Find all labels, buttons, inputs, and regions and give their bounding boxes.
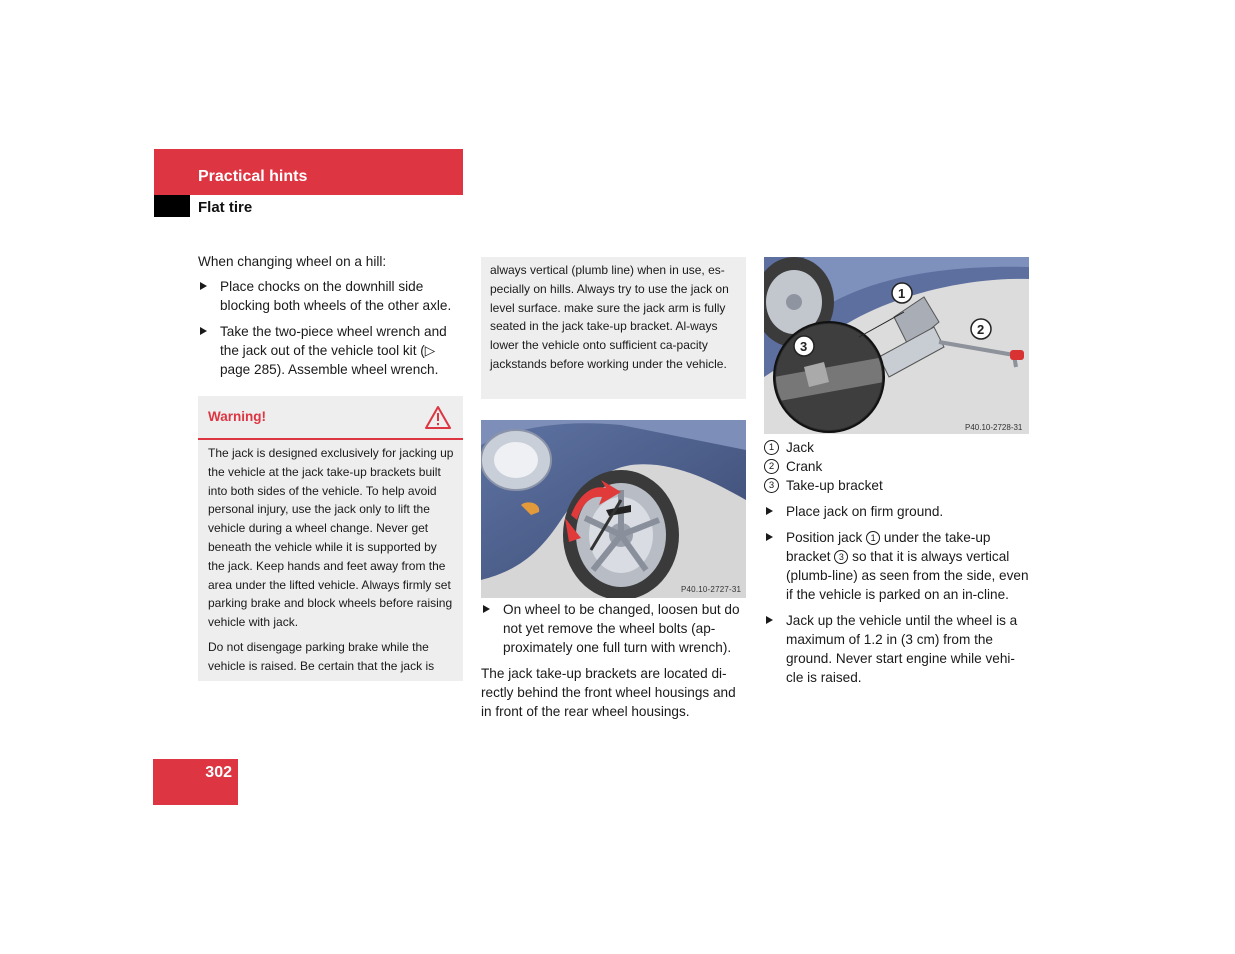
warning-text <box>208 444 456 682</box>
column-1 <box>198 252 466 386</box>
bullet-arrow-icon <box>766 616 773 624</box>
text-fragment: under the take-up bracket <box>786 530 991 564</box>
inline-number: 1 <box>866 531 880 545</box>
list-item <box>764 611 1032 687</box>
list-item-text <box>786 530 1029 602</box>
jack-illustration <box>764 257 1029 434</box>
legend-label: Jack <box>786 440 814 455</box>
bullet-arrow-icon <box>200 282 207 290</box>
list-item <box>764 528 1032 604</box>
column-3-text <box>764 502 1032 694</box>
legend-item <box>764 438 1034 457</box>
callout-2-label: 2 <box>977 322 985 337</box>
legend <box>764 438 1034 495</box>
warning-triangle-icon <box>425 405 451 429</box>
legend-number: 3 <box>764 478 779 493</box>
list-item <box>198 277 466 315</box>
list-item <box>764 502 1032 521</box>
warning-paragraph: The jack is designed exclusively for jacking up the vehicle at the jack take-up brackets built into both sides of the vehicle. To help avoid personal injury, use the jack only to lift the vehicle during a wheel change. Never get beneath the vehicle while it is supported by the jack. Keep hands and feet away from the area under the lifted vehicle. Always firmly set parking brake and block wheels before raising vehicle with jack. <box>208 446 454 630</box>
legend-number: 1 <box>764 440 779 455</box>
image-code: P40.10-2728-31 <box>965 423 1023 432</box>
callout-3-label: 3 <box>800 339 808 354</box>
legend-number: 2 <box>764 459 779 474</box>
subsection-marker <box>154 195 190 217</box>
list-item-text: Jack up the vehicle until the wheel is a maximum of 1.2 in (3 cm) from the ground. Never start engine while vehi-cle is raised. <box>786 613 1018 685</box>
bullet-arrow-icon <box>200 327 207 335</box>
list-item-text: Place chocks on the downhill side blocking both wheels of the other axle. <box>220 279 452 313</box>
bullet-arrow-icon <box>483 605 490 613</box>
warning-label: Warning! <box>208 409 266 424</box>
bullet-arrow-icon <box>766 533 773 541</box>
warning-continued-box <box>481 257 746 399</box>
subsection-title: Flat tire <box>198 199 253 216</box>
warning-paragraph: Do not disengage parking brake while the vehicle is raised. Be certain that the jack is <box>208 639 435 673</box>
warning-continued-text: always vertical (plumb line) when in use, es-pecially on hills. Always try to use the jack on level surface. make sure the jack arm is fully seated in the jack take-up bracket. Al-ways lower the vehicle onto sufficient ca-pacity jackstands before working under the vehicle. <box>490 263 729 371</box>
section-title: Practical hints <box>198 168 308 185</box>
column-2-text <box>481 600 749 721</box>
text-fragment: Position jack <box>786 530 863 545</box>
list-item <box>481 600 749 657</box>
list-item-text: On wheel to be changed, loosen but do not yet remove the wheel bolts (ap-proximately one full turn with wrench). <box>503 602 740 655</box>
page-number-box <box>153 759 238 805</box>
legend-label: Crank <box>786 459 823 474</box>
list-item-text: Take the two-piece wheel wrench and the jack out of the vehicle tool kit (▷ page 285). Assemble wheel wrench. <box>220 324 447 377</box>
warning-header <box>198 396 463 440</box>
page-number: 302 <box>205 764 232 781</box>
inline-number: 3 <box>834 550 848 564</box>
list-item <box>198 322 466 379</box>
paragraph: The jack take-up brackets are located di-rectly behind the front wheel housings and in front of the rear wheel housings. <box>481 666 736 719</box>
text-fragment: so that it is always vertical (plumb-line) as seen from the side, even if the vehicle is parked on an in-cline. <box>786 549 1029 602</box>
bullet-arrow-icon <box>766 507 773 515</box>
image-code: P40.10-2727-31 <box>681 585 742 594</box>
car-wheel-illustration <box>481 420 746 598</box>
warning-box <box>198 396 463 681</box>
list-item-text: Place jack on firm ground. <box>786 504 944 519</box>
jack-diagram <box>764 257 1029 434</box>
legend-item <box>764 457 1034 476</box>
legend-item <box>764 476 1034 495</box>
intro-text: When changing wheel on a hill: <box>198 254 387 269</box>
wheel-wrench-illustration <box>481 420 746 598</box>
legend-label: Take-up bracket <box>786 478 883 493</box>
callout-1-label: 1 <box>898 286 906 301</box>
